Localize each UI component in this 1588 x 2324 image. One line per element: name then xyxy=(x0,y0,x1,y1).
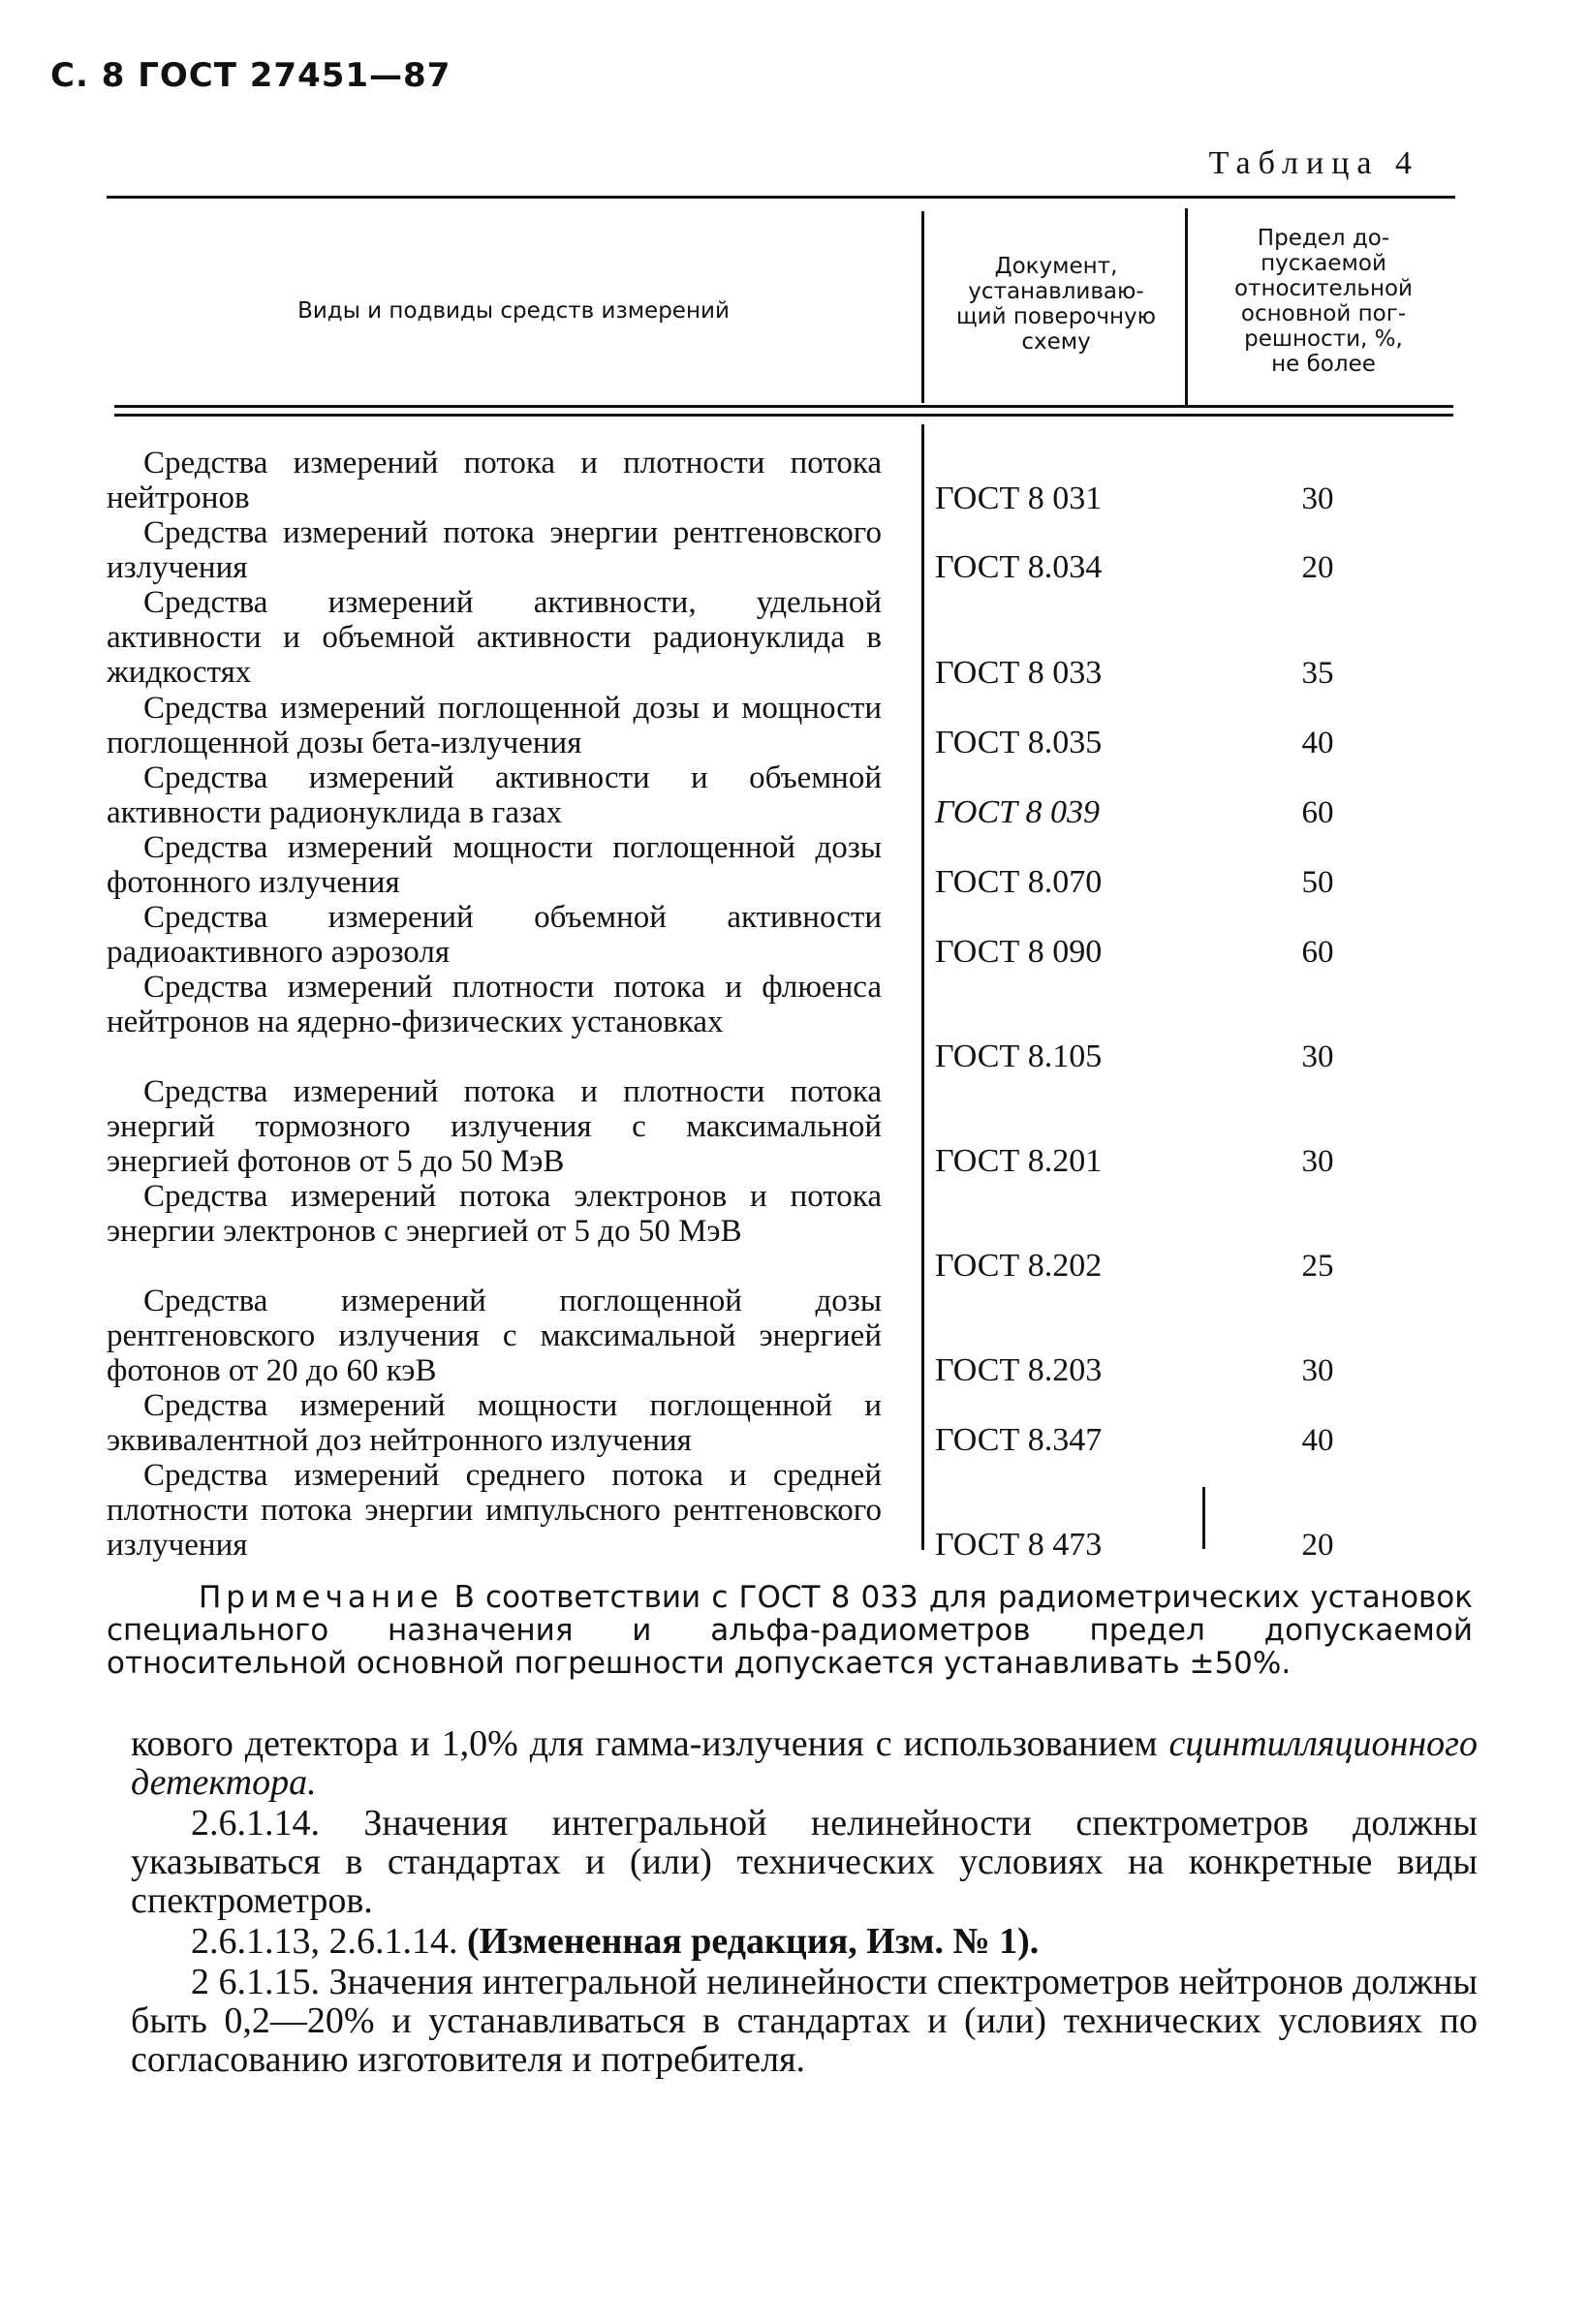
column-header-type: Виды и подвиды средств измерений xyxy=(297,298,730,324)
body-paragraph: 2.6.1.13, 2.6.1.14. (Измененная редакция, Изм. № 1). xyxy=(191,1921,1040,1962)
table-row-document: ГОСТ 8 039 xyxy=(935,794,1101,830)
table-row-limit: 25 xyxy=(1301,1249,1334,1284)
table-row-document: ГОСТ 8.347 xyxy=(935,1422,1103,1458)
table-row-limit: 60 xyxy=(1301,795,1334,830)
page-header: С. 8 ГОСТ 27451—87 xyxy=(50,56,451,95)
table-row-description: Средства измерений потока и плотности потока нейтронов xyxy=(107,446,882,515)
table-row-limit: 30 xyxy=(1301,1353,1334,1388)
column-divider-1 xyxy=(921,211,924,403)
table-row-document: ГОСТ 8.203 xyxy=(935,1352,1103,1388)
table-row-document: ГОСТ 8 090 xyxy=(935,934,1103,970)
table-row-description: Средства измерений активности и объемной активности радионуклида в газах xyxy=(107,760,882,830)
table-row-limit: 60 xyxy=(1301,935,1334,970)
column-header-document: Документ, устанавливаю- щий поверочную схему xyxy=(956,254,1156,355)
table-row-limit: 40 xyxy=(1301,1423,1334,1458)
table-row-description: Средства измерений поглощенной дозы рентгеновского излучения с максимальной энергией фотонов от 20 до 60 кэВ xyxy=(107,1284,882,1388)
table-row-description: Средства измерений мощности поглощенной дозы фотонного излучения xyxy=(107,830,882,900)
table-row-description: Средства измерений среднего потока и средней плотности потока энергии импульсного рентгеновского излучения xyxy=(107,1458,882,1563)
table-row-limit: 50 xyxy=(1301,865,1334,900)
table-row-description: Средства измерений плотности потока и флюенса нейтронов на ядерно-физических установках xyxy=(107,970,882,1039)
column-divider-body-1 xyxy=(921,424,924,1550)
table-row-limit: 20 xyxy=(1301,1528,1334,1563)
table-row-description: Средства измерений потока и плотности потока энергий тормозного излучения с максимальной энергией фотонов от 5 до 50 МэВ xyxy=(107,1074,882,1179)
table-row-document: ГОСТ 8 033 xyxy=(935,655,1103,691)
table-row-description: Средства измерений потока энергии рентгеновского излучения xyxy=(107,515,882,585)
column-header-limit: Предел до- пускаемой относительной основной пог- решности, %, не более xyxy=(1233,226,1414,377)
note-label: Примечание xyxy=(199,1580,444,1615)
note-text: В соответствии с ГОСТ 8 033 для радиометрических установок специального назначения и альфа-радиометров предел допускаемой относительной основной погрешности допускается устанавливать ±50%. xyxy=(107,1580,1473,1681)
column-divider-2 xyxy=(1185,208,1188,405)
table-row-document: ГОСТ 8.202 xyxy=(935,1248,1103,1284)
table-row-description: Средства измерений поглощенной дозы и мощности поглощенной дозы бета-излучения xyxy=(107,691,882,760)
column-divider-body-2 xyxy=(1202,1487,1205,1549)
table-note xyxy=(107,1581,1473,1680)
table-row-description: Средства измерений объемной активности радиоактивного аэрозоля xyxy=(107,900,882,970)
table-row-limit: 30 xyxy=(1301,1144,1334,1179)
table-row-document: ГОСТ 8 031 xyxy=(935,480,1103,516)
table-row-description: Средства измерений потока электронов и потока энергии электронов с энергией от 5 до 50 МэВ xyxy=(107,1179,882,1249)
table-row-limit: 30 xyxy=(1301,481,1334,516)
body-paragraph: 2.6.1.14. Значения интегральной нелинейности спектрометров должны указываться в стандартах и (или) технических условиях на конкретные виды спектрометров. xyxy=(131,1803,1478,1921)
table-row-document: ГОСТ 8.201 xyxy=(935,1143,1103,1179)
table-top-rule xyxy=(107,196,1455,199)
table-row-document: ГОСТ 8.035 xyxy=(935,725,1103,760)
table-row-limit: 40 xyxy=(1301,726,1334,760)
table-row-limit: 35 xyxy=(1301,656,1334,691)
table-row-document: ГОСТ 8 473 xyxy=(935,1527,1103,1563)
body-paragraph: 2 6.1.15. Значения интегральной нелинейности спектрометров нейтронов должны быть 0,2—20% и устанавливаться в стандартах и (или) технических условиях по согласованию изготовителя и потребителя. xyxy=(131,1962,1478,2080)
table-row-description: Средства измерений активности, удельной активности и объемной активности радионуклида в жидкостях xyxy=(107,585,882,690)
table-row-limit: 30 xyxy=(1301,1039,1334,1074)
table-row-limit: 20 xyxy=(1301,550,1334,585)
body-paragraph: кового детектора и 1,0% для гамма-излучения с использованием сцинтилляционного детектора. xyxy=(131,1723,1478,1803)
table-header-rule-2 xyxy=(114,414,1453,417)
table-row-description: Средства измерений мощности поглощенной и эквивалентной доз нейтронного излучения xyxy=(107,1388,882,1458)
table-row-document: ГОСТ 8.034 xyxy=(935,549,1103,585)
table-caption: Таблица 4 xyxy=(1208,145,1419,181)
table-row-document: ГОСТ 8.070 xyxy=(935,864,1103,900)
table-header-rule xyxy=(114,405,1453,408)
table-row-document: ГОСТ 8.105 xyxy=(935,1038,1103,1074)
